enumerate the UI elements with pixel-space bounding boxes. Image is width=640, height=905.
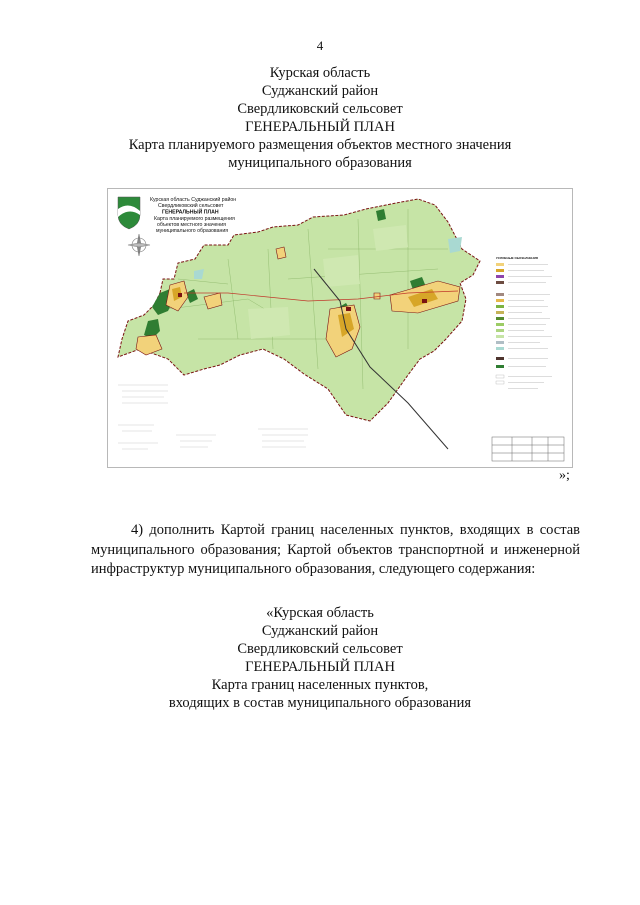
- heading-line: Суджанский район: [261, 623, 379, 639]
- heading-line: Свердликовский сельсовет: [237, 641, 403, 657]
- map-title-line: Карта планируемого размещения: [154, 216, 235, 222]
- document-heading-1: [0, 64, 640, 172]
- map-title-line: ГЕНЕРАЛЬНЫЙ ПЛАН: [162, 209, 219, 216]
- map-title-line: муниципального образования: [156, 228, 229, 234]
- map-drawing: [108, 189, 572, 467]
- map-title-line: Курская область Суджанский район: [150, 197, 237, 203]
- map-legend: [496, 256, 552, 389]
- heading-line: ГЕНЕРАЛЬНЫЙ ПЛАН: [245, 119, 395, 135]
- page-number: 4: [316, 38, 324, 53]
- heading-line: Суджанский район: [261, 83, 379, 99]
- coat-of-arms-icon: [118, 197, 140, 229]
- map-title-line: объектов местного значения: [157, 222, 226, 228]
- legend-title: УСЛОВНЫЕ ОБОЗНАЧЕНИЯ: [496, 256, 538, 260]
- amendment-paragraph: 4) дополнить Картой границ населенных пунктов, входящих в состав муниципального образования; Картой объектов транспортной и инженерной инфраструктур муниципального образования, следующего содержания:: [91, 522, 580, 577]
- map-title: [150, 196, 236, 234]
- drawing-title-block: [492, 437, 564, 461]
- heading-line: муниципального образования: [228, 155, 412, 171]
- heading-line: Курская область: [269, 65, 371, 81]
- map-secondary-legend: [118, 385, 308, 449]
- compass-rose-icon: [128, 234, 150, 256]
- heading-line: Свердликовский сельсовет: [237, 101, 403, 117]
- document-heading-2: [0, 604, 640, 712]
- heading-line: Карта планируемого размещения объектов местного значения: [128, 137, 512, 153]
- closing-quote: »;: [559, 468, 570, 483]
- heading-line: «Курская область: [266, 605, 374, 621]
- heading-line: Карта границ населенных пунктов,: [211, 677, 429, 693]
- heading-line: входящих в состав муниципального образования: [168, 695, 472, 711]
- map-title-line: Свердликовский сельсовет: [158, 203, 224, 209]
- heading-line: ГЕНЕРАЛЬНЫЙ ПЛАН: [245, 659, 395, 675]
- general-plan-map: [107, 188, 573, 468]
